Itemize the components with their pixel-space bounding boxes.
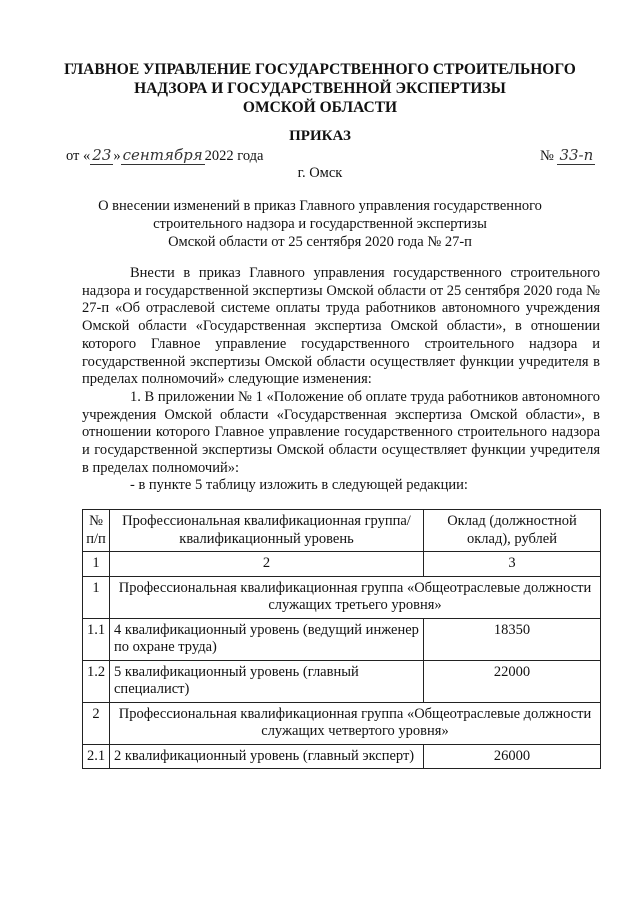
header-cell-number: № п/п: [83, 510, 110, 552]
table-cell: 2: [83, 702, 110, 744]
handwritten-day: 23: [92, 146, 112, 164]
subject-line: О внесении изменений в приказ Главного управления государственного: [98, 198, 542, 214]
table-cell: Профессиональная квалификационная группа «Общеотраслевые должности служащих третьего уровня»: [110, 576, 601, 618]
table-cell: 1.2: [83, 660, 110, 702]
body-paragraph: - в пункте 5 таблицу изложить в следующей редакции:: [130, 477, 468, 494]
date-mid: »: [113, 148, 121, 164]
document-title: ПРИКАЗ: [289, 128, 351, 144]
table-header-row: [83, 510, 601, 552]
header-line: ОМСКОЙ ОБЛАСТИ: [242, 99, 398, 116]
order-subject: [80, 197, 560, 251]
header-line: НАДЗОРА И ГОСУДАРСТВЕННОЙ ЭКСПЕРТИЗЫ: [134, 80, 506, 97]
table-cell: 1: [83, 576, 110, 618]
number-prefix: №: [540, 148, 554, 164]
subject-line: Омской области от 25 сентября 2020 года № 27-п: [168, 234, 472, 250]
table-cell: 2.1: [83, 744, 110, 769]
table-cell: 26000: [424, 744, 601, 769]
table-cell: 18350: [424, 618, 601, 660]
table-group-row: [83, 576, 601, 618]
date-suffix: 2022 года: [204, 148, 264, 164]
header-cell-salary: Оклад (должностной оклад), рублей: [424, 510, 601, 552]
body-paragraph: Внести в приказ Главного управления государственного строительного надзора и государственной экспертизы Омской области от 25 сентября 2020 года № 27-п «Об отраслевой системе оплаты труда работников автономного учреждения Омской области «Государственная экспертиза Омской области», в отношении которого Главное управление государственного строительного надзора и государственной экспертизы Омской области осуществляет функции учредителя в пределах полномочий» следующие изменения:: [82, 265, 600, 388]
header-cell-group: Профессиональная квалификационная группа/квалификационный уровень: [110, 510, 424, 552]
table-row: [83, 618, 601, 660]
city: г. Омск: [297, 165, 343, 181]
order-number: [540, 146, 595, 165]
table-row: [83, 744, 601, 769]
table-cell: 22000: [424, 660, 601, 702]
subject-line: строительного надзора и государственной экспертизы: [153, 216, 487, 232]
table-cell: 4 квалификационный уровень (ведущий инженер по охране труда): [110, 618, 424, 660]
table-row: [83, 660, 601, 702]
table-cell: 1.1: [83, 618, 110, 660]
handwritten-number: 33-п: [559, 146, 594, 164]
salary-table: [82, 509, 601, 769]
header-line: ГЛАВНОЕ УПРАВЛЕНИЕ ГОСУДАРСТВЕННОГО СТРОИТЕЛЬНОГО: [64, 61, 576, 78]
table-cell: Профессиональная квалификационная группа «Общеотраслевые должности служащих четвертого уровня»: [110, 702, 601, 744]
handwritten-month: сентября: [122, 146, 203, 164]
table-cell: 1: [83, 552, 110, 577]
table-cell: 5 квалификационный уровень (главный специалист): [110, 660, 424, 702]
table-cell: 3: [424, 552, 601, 577]
table-index-row: [83, 552, 601, 577]
date-prefix: от «: [66, 148, 91, 164]
table-group-row: [83, 702, 601, 744]
order-body: [82, 265, 600, 495]
table-cell: 2: [110, 552, 424, 577]
order-date: [66, 146, 264, 165]
body-paragraph: 1. В приложении № 1 «Положение об оплате труда работников автономного учреждения Омской области «Государственная экспертиза Омской области», в отношении которого Главное управление государственного строительного надзора и государственной экспертизы Омской области осуществляет функции учредителя в пределах полномочий»:: [82, 388, 600, 476]
organization-header: [40, 60, 600, 117]
table-cell: 2 квалификационный уровень (главный эксперт): [110, 744, 424, 769]
